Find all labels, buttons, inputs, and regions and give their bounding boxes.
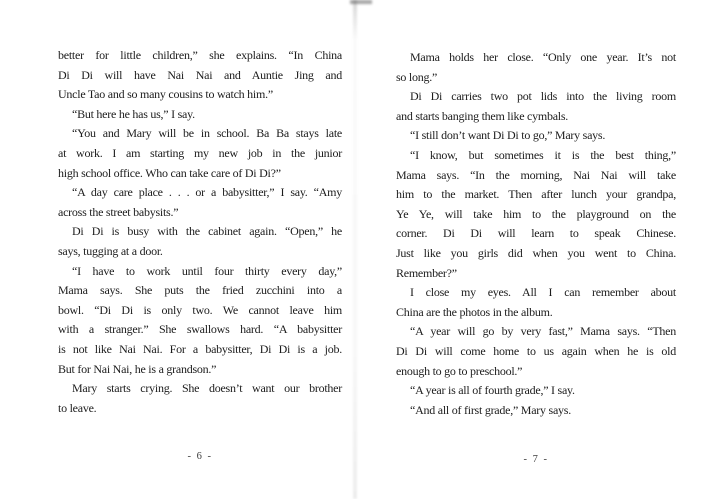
text-line: “I know, but sometimes it is the best thing,” xyxy=(410,147,676,162)
left-page-text xyxy=(58,46,342,418)
text-line: I close my eyes. All I can remember about xyxy=(410,285,676,300)
text-line: at work. I am starting my new job in the junior xyxy=(58,145,342,160)
text-line: “I still don’t want Di Di to go,” Mary says. xyxy=(410,128,606,143)
paragraph xyxy=(396,401,676,421)
text-line: Uncle Tao and so many cousins to watch him.” xyxy=(58,87,273,102)
text-line: Di Di will come home to us again when he is old xyxy=(396,343,676,358)
paragraph xyxy=(396,48,676,87)
page-gutter-shadow xyxy=(353,0,357,499)
text-line: Di Di carries two pot lids into the living room xyxy=(410,89,676,104)
text-line: Just like you girls did when you went to China. xyxy=(396,245,676,260)
text-line: “And all of first grade,” Mary says. xyxy=(410,402,571,417)
text-line: “I have to work until four thirty every day,” xyxy=(72,263,342,278)
text-line: “But here he has us,” I say. xyxy=(72,106,195,121)
text-line: Mama says. She puts the fried zucchini into a xyxy=(58,283,342,298)
text-line: enough to go to preschool.” xyxy=(396,363,523,378)
text-line: him to the market. Then after lunch your grandpa, xyxy=(396,187,676,202)
text-line: bowl. “Di Di is only two. We cannot leave him xyxy=(58,302,342,317)
text-line: high school office. Who can take care of Di Di?” xyxy=(58,165,281,180)
paragraph xyxy=(396,146,676,283)
text-line: Ye Ye, will take him to the playground on the xyxy=(396,206,676,221)
gutter-top-notch xyxy=(350,0,372,4)
paragraph xyxy=(58,183,342,222)
text-line: across the street babysits.” xyxy=(58,204,179,219)
right-page-text xyxy=(396,48,676,420)
text-line: Mama says. “In the morning, Nai Nai will take xyxy=(396,167,676,182)
text-line: Di Di is busy with the cabinet again. “Open,” he xyxy=(72,224,342,239)
text-line: China are the photos in the album. xyxy=(396,304,553,319)
paragraph xyxy=(396,283,676,322)
paragraph xyxy=(396,381,676,401)
text-line: Mary starts crying. She doesn’t want our brother xyxy=(72,381,342,396)
paragraph xyxy=(58,46,342,105)
text-line: to leave. xyxy=(58,400,97,415)
paragraph xyxy=(396,322,676,381)
text-line: “You and Mary will be in school. Ba Ba stays late xyxy=(72,126,342,141)
paragraph xyxy=(396,126,676,146)
text-line: “A day care place . . . or a babysitter,” I say. “Amy xyxy=(72,185,342,200)
text-line: with a stranger.” She swallows hard. “A babysitter xyxy=(58,322,342,337)
text-line: corner. Di Di will learn to speak Chinese. xyxy=(396,226,676,241)
paragraph xyxy=(58,124,342,183)
text-line: Remember?” xyxy=(396,265,457,280)
paragraph xyxy=(58,105,342,125)
right-page-number: - 7 - xyxy=(523,454,549,465)
text-line: “A year will go by very fast,” Mama says. “Then xyxy=(410,324,676,339)
text-line: “A year is all of fourth grade,” I say. xyxy=(410,383,575,398)
text-line: says, tugging at a door. xyxy=(58,243,163,258)
text-line: and starts banging them like cymbals. xyxy=(396,108,569,123)
text-line: Mama holds her close. “Only one year. It’s not xyxy=(410,50,676,64)
left-page-number: - 6 - xyxy=(187,451,213,462)
paragraph xyxy=(58,262,342,380)
paragraph xyxy=(58,379,342,418)
text-line: But for Nai Nai, he is a grandson.” xyxy=(58,361,217,376)
text-line: Di Di will have Nai Nai and Auntie Jing and xyxy=(58,67,342,82)
text-line: better for little children,” she explains. “In China xyxy=(58,48,342,62)
paragraph xyxy=(396,87,676,126)
text-line: is not like Nai Nai. For a babysitter, Di Di is a job. xyxy=(58,341,342,356)
text-line: so long.” xyxy=(396,69,438,84)
paragraph xyxy=(58,222,342,261)
